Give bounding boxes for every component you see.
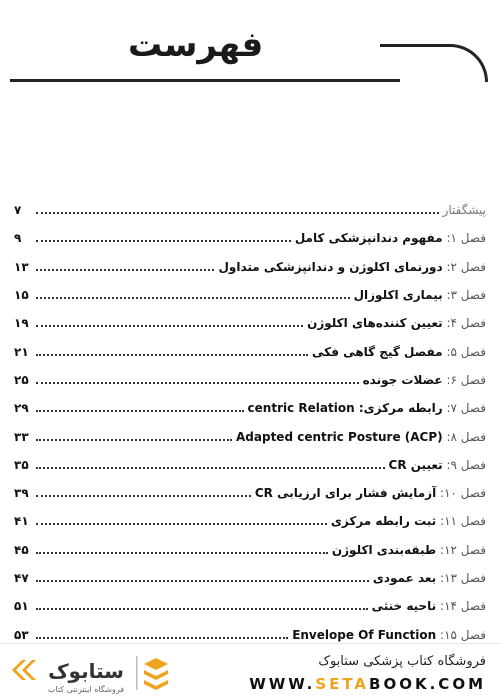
setabook-logo-icon [8, 650, 168, 696]
chapter-number: فصل ۱۲: [440, 542, 486, 557]
page-number: ۱۳ [14, 259, 29, 274]
chapter-title: طبقه‌بندی اکلوژن [331, 542, 437, 557]
chapter-number: فصل ۱۵: [440, 627, 486, 642]
title-underline [10, 79, 400, 82]
toc-entry-label [236, 430, 486, 444]
table-of-contents [14, 196, 486, 643]
toc-entry-label [248, 401, 486, 415]
toc-entry-label [354, 288, 486, 302]
chapter-title: دورنمای اکلوژن و دندانپزشکی متداول [218, 259, 443, 274]
dot-leader [36, 204, 439, 214]
chapter-title: مفهوم دندانپزشکی کامل [294, 231, 443, 246]
dot-leader [36, 431, 232, 441]
page-number: ۴۱ [14, 514, 29, 529]
dot-leader [36, 600, 368, 610]
chapter-title: تعیین کننده‌های اکلوژن [307, 316, 443, 331]
chapter-number: فصل ۱: [446, 231, 486, 246]
toc-row[interactable] [14, 592, 486, 620]
page-number: ۲۱ [14, 344, 29, 359]
toc-row[interactable] [14, 394, 486, 422]
page-number: ۲۹ [14, 401, 29, 416]
page-title: فهرست [128, 25, 264, 65]
store-url[interactable] [249, 675, 486, 693]
page-number: ۹ [14, 231, 22, 246]
page-number: ۳۵ [14, 457, 29, 472]
toc-entry-label [295, 231, 486, 245]
chapter-number: فصل ۵: [446, 344, 486, 359]
toc-row[interactable] [14, 253, 486, 281]
dot-leader [36, 544, 328, 554]
dot-leader [36, 402, 244, 412]
book-stack-icon [144, 658, 168, 690]
dot-leader [36, 374, 359, 384]
page-number: ۷ [14, 203, 22, 218]
dot-leader [36, 572, 369, 582]
toc-entry-label [307, 316, 486, 330]
page-number: ۲۵ [14, 372, 29, 387]
toc-row[interactable] [14, 507, 486, 535]
dot-leader [36, 515, 327, 525]
page-number: ۴۷ [14, 571, 29, 585]
toc-row[interactable] [14, 620, 486, 643]
dot-leader [36, 346, 308, 356]
store-name: فروشگاه کتاب پزشکی ستابوک [318, 654, 486, 669]
chapter-number: فصل ۱۳: [440, 571, 486, 585]
chapter-number: فصل ۱۱: [440, 514, 486, 529]
dot-leader [36, 232, 291, 242]
chapter-number: فصل ۹: [446, 457, 486, 472]
toc-entry-label [389, 458, 486, 472]
logo-wordmark: ستابوک [48, 659, 124, 683]
toc-row[interactable] [14, 281, 486, 309]
logo-subtitle: فروشگاه اینترنتی کتاب [47, 685, 125, 694]
toc-row[interactable] [14, 451, 486, 479]
toc-entry-label [443, 203, 486, 217]
chapter-number: فصل ۳: [446, 288, 486, 303]
toc-entry-label [312, 345, 486, 359]
page-number: ۵۱ [14, 599, 29, 614]
toc-row[interactable] [14, 564, 486, 592]
chapter-title: عضلات جونده [362, 372, 443, 387]
dot-leader [36, 629, 288, 639]
title-corner-frame [380, 44, 488, 82]
toc-row[interactable] [14, 337, 486, 365]
url-suffix: BOOK.COM [369, 675, 486, 693]
chapter-title: تعیین CR [388, 457, 443, 472]
toc-entry-label [373, 571, 486, 585]
chapter-number: فصل ۲: [446, 259, 486, 274]
chevron-left-icon [12, 660, 36, 680]
chapter-title: پیشگفتار [442, 203, 486, 218]
page-number: ۱۹ [14, 316, 29, 331]
toc-row[interactable] [14, 196, 486, 224]
chapter-number: فصل ۴: [446, 316, 486, 331]
chapter-title: مفصل گیج گاهی فکی [312, 344, 443, 359]
url-brand: SETA [315, 675, 370, 693]
dot-leader [36, 317, 303, 327]
chapter-title: Envelope Of Function [292, 627, 437, 642]
toc-row[interactable] [14, 366, 486, 394]
footer-banner [0, 643, 500, 700]
toc-entry-label [292, 628, 486, 642]
chapter-title: بعد عمودی [372, 571, 437, 585]
chapter-title: آزمایش فشار برای ارزیابی CR [254, 486, 437, 501]
toc-row[interactable] [14, 422, 486, 450]
chapter-number: فصل ۱۴: [440, 599, 486, 614]
chapter-title: Adapted centric Posture (ACP) [236, 429, 443, 444]
toc-entry-label [331, 514, 486, 528]
url-prefix: WWW. [249, 675, 316, 693]
dot-leader [36, 261, 214, 271]
toc-entry-label [255, 486, 486, 500]
toc-row[interactable] [14, 309, 486, 337]
chapter-title: ثبت رابطه مرکزی [330, 514, 437, 529]
chapter-title: بیماری اکلوزال [353, 288, 443, 303]
toc-entry-label [372, 599, 486, 613]
chapter-title: رابطه مرکزی: centric Relation [247, 401, 443, 416]
chapter-number: فصل ۸: [446, 429, 486, 444]
chapter-title: ناحیه خنثی [371, 599, 437, 614]
dot-leader [36, 487, 251, 497]
page-number: ۴۵ [14, 542, 29, 557]
toc-entry-label [332, 543, 486, 557]
toc-entry-label [218, 260, 486, 274]
toc-row[interactable] [14, 536, 486, 564]
page-number: ۳۳ [14, 429, 29, 444]
page-number: ۱۵ [14, 288, 29, 303]
toc-entry-label [363, 373, 486, 387]
chapter-number: فصل ۱۰: [440, 486, 486, 501]
dot-leader [36, 289, 350, 299]
page-number: ۵۳ [14, 627, 29, 642]
page-number: ۳۹ [14, 486, 29, 501]
dot-leader [36, 459, 385, 469]
chapter-number: فصل ۶: [446, 372, 486, 387]
chapter-number: فصل ۷: [446, 401, 486, 416]
toc-row[interactable] [14, 224, 486, 252]
toc-row[interactable] [14, 479, 486, 507]
